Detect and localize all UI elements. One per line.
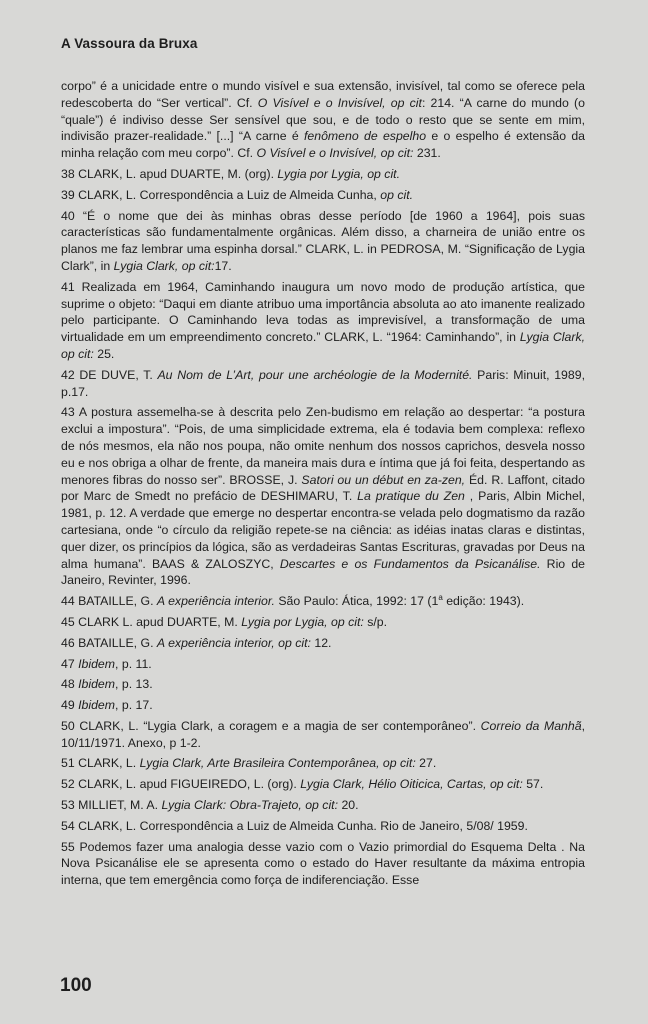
endnote-40	[61, 208, 585, 275]
note-text: corpo” é a unicidade entre o mundo visível e sua extensão, invisível, tal como se oferece pela redescoberta do “Ser vertical”. Cf.	[61, 79, 585, 110]
endnote-38	[61, 166, 585, 183]
endnote-52	[61, 776, 585, 793]
italic-text: Lygia Clark, Hélio Oiticica, Cartas, op cit:	[300, 777, 523, 792]
italic-text: Lygia Clark: Obra-Trajeto, op cit:	[161, 798, 339, 813]
note-text: 46 BATAILLE, G.	[61, 635, 157, 650]
note-text: 27.	[415, 756, 437, 771]
note-text: , Paris, Albin Michel, 1981, p. 12. A verdade que emerge no despertar encontra-se velada pelo dogmatismo da razão cartesiana, onde “o círculo da religião repete-se na ciência: as idéias inatas claras e distintas, quer dizer, os princípios da lógica, são as verdadeiras Santas Escrituras, gravadas por Deus na alma humana”. BAAS & ZALOSZYC,	[61, 489, 585, 571]
note-text: 42 DE DUVE, T.	[61, 367, 158, 382]
italic-text: A experiência interior, op cit:	[156, 635, 311, 650]
endnote-continuation	[61, 78, 585, 162]
note-text: 53 MILLIET, M. A.	[61, 798, 162, 813]
note-text: 49	[61, 698, 79, 713]
italic-text: Ibidem	[78, 698, 116, 713]
note-text: São Paulo: Ática, 1992: 17 (1	[274, 594, 439, 609]
note-text: 47	[61, 656, 79, 671]
italic-text: Descartes e os Fundamentos da Psicanálise.	[279, 556, 541, 571]
note-text: 45 CLARK L. apud DUARTE, M.	[61, 614, 242, 629]
italic-text: Au Nom de L’Art, pour une archéologie de la Modernité.	[157, 367, 473, 382]
note-text: 50 CLARK, L. “Lygia Clark, a coragem e a magia de ser contemporâneo”.	[61, 718, 481, 733]
running-header: A Vassoura da Bruxa	[61, 36, 198, 51]
endnote-43	[61, 404, 585, 589]
endnote-46	[61, 635, 585, 652]
note-text: , p. 17.	[115, 698, 153, 713]
note-text: 39 CLARK, L. Correspondência a Luiz de Almeida Cunha,	[61, 187, 381, 202]
endnote-54	[61, 818, 585, 835]
italic-text: Lygia Clark, op cit:	[61, 330, 586, 361]
note-text: 12.	[310, 635, 332, 650]
note-text: 17.	[214, 258, 232, 273]
note-text: 231.	[413, 146, 441, 161]
italic-text: Lygia por Lygia, op cit.	[277, 166, 401, 181]
note-text: 51 CLARK, L.	[61, 756, 140, 771]
note-text: : 214. “A carne do mundo (o “quale”) é indiviso desse Ser sensível que sou, e de todo o resto que se sente em mim, indivisão prazer-realidade.” [...] “A carne é	[61, 95, 585, 144]
italic-text: Ibidem	[78, 656, 116, 671]
italic-text: O Visível e o Invisível, op cit	[257, 95, 422, 110]
note-text: , p. 11.	[115, 656, 152, 671]
endnote-42	[61, 367, 585, 401]
italic-text: A experiência interior.	[156, 594, 275, 609]
note-text: 57.	[522, 777, 544, 792]
note-text: 38 CLARK, L. apud DUARTE, M. (org).	[61, 166, 278, 181]
endnote-39	[61, 187, 585, 204]
endnote-47	[61, 656, 585, 673]
italic-text: fenômeno de espelho	[304, 129, 427, 144]
note-text: Rio de Janeiro, Revinter, 1996.	[61, 556, 586, 588]
italic-text: Lygia Clark, Arte Brasileira Contemporânea, op cit:	[139, 756, 416, 771]
note-text: 48	[61, 677, 79, 692]
endnote-55	[61, 839, 585, 889]
endnote-44	[61, 593, 585, 610]
italic-text: op cit.	[380, 187, 414, 202]
endnote-50	[61, 718, 585, 752]
note-text: e o espelho é extensão da minha relação com meu corpo”. Cf.	[61, 129, 586, 161]
superscript-text: a	[438, 593, 443, 603]
endnote-48	[61, 676, 585, 693]
note-text: , 10/11/1971. Anexo, p 1-2.	[61, 718, 585, 750]
note-text: Paris: Minuit, 1989, p.17.	[61, 367, 585, 399]
note-text: s/p.	[363, 614, 388, 629]
note-text: 25.	[93, 346, 115, 361]
page-number: 100	[60, 975, 92, 996]
italic-text: O Visível e o Invisível, op cit:	[256, 146, 414, 161]
endnote-45	[61, 614, 585, 631]
note-text: 41 Realizada em 1964, Caminhando inaugura um novo modo de produção artística, que suprime o objeto: “Daqui em diante atribuo uma importância absoluta ao ato imanente realizado pelo participante. O Caminhando leva todas as imprevisível, a transformação de uma virtualidade em um empreendimento concreto.” CLARK, L. “1964: Caminhando”, in	[61, 279, 585, 345]
note-text: edição: 1943).	[442, 594, 525, 609]
note-text: 43 A postura assemelha-se à descrita pelo Zen-budismo em relação ao despertar: “a postura exclui a impostura”. “Pois, de uma simplicidade extrema, ela é todavia bem complexa: reflexo de nós mesmos, ela não nos poupa, não omite nenhum dos nossos caprichos, desvela nosso eu e nos obriga a olhar de frente, da maneira mais dura e íntima que já foi feita, despertando as menores fibras do nosso ser”. BROSSE, J.	[61, 405, 585, 487]
endnote-53	[61, 797, 585, 814]
note-text: 44 BATAILLE, G.	[61, 594, 157, 609]
italic-text: Lygia Clark, op cit:	[113, 258, 215, 273]
note-text: 52 CLARK, L. apud FIGUEIREDO, L. (org).	[61, 777, 301, 792]
note-text: 55 Podemos fazer uma analogia desse vazio com o Vazio primordial do Esquema Delta . Na Nova Psicanálise ele se apresenta como o estado do Haver resultante da máxima entropia interna, que tem emergência como força de indiferenciação. Esse	[61, 839, 585, 888]
note-text: 20.	[338, 798, 359, 813]
note-text: Éd. R. Laffont, citado por Marc de Smedt no prefácio de DESHIMARU, T.	[61, 472, 585, 504]
italic-text: La pratique du Zen	[357, 489, 465, 504]
italic-text: Correio da Manhã	[480, 718, 582, 733]
note-text: 54 CLARK, L. Correspondência a Luiz de Almeida Cunha. Rio de Janeiro, 5/08/ 1959.	[61, 818, 528, 833]
endnotes-list	[61, 78, 585, 893]
endnote-49	[61, 697, 585, 714]
note-text: , p. 13.	[115, 677, 153, 692]
italic-text: Ibidem	[78, 677, 116, 692]
note-text: 40 “É o nome que dei às minhas obras desse período [de 1960 a 1964], pois suas características são fundamentalmente orgânicas. Além disso, a charneira de união entre os planos me faz lembrar uma espinha dorsal.” CLARK, L. in PEDROSA, M. “Significação de Lygia Clark”, in	[61, 208, 585, 273]
endnote-51	[61, 755, 585, 772]
italic-text: Satori ou un début en za-zen,	[301, 472, 466, 487]
italic-text: Lygia por Lygia, op cit:	[241, 614, 364, 629]
endnote-41	[61, 279, 585, 363]
